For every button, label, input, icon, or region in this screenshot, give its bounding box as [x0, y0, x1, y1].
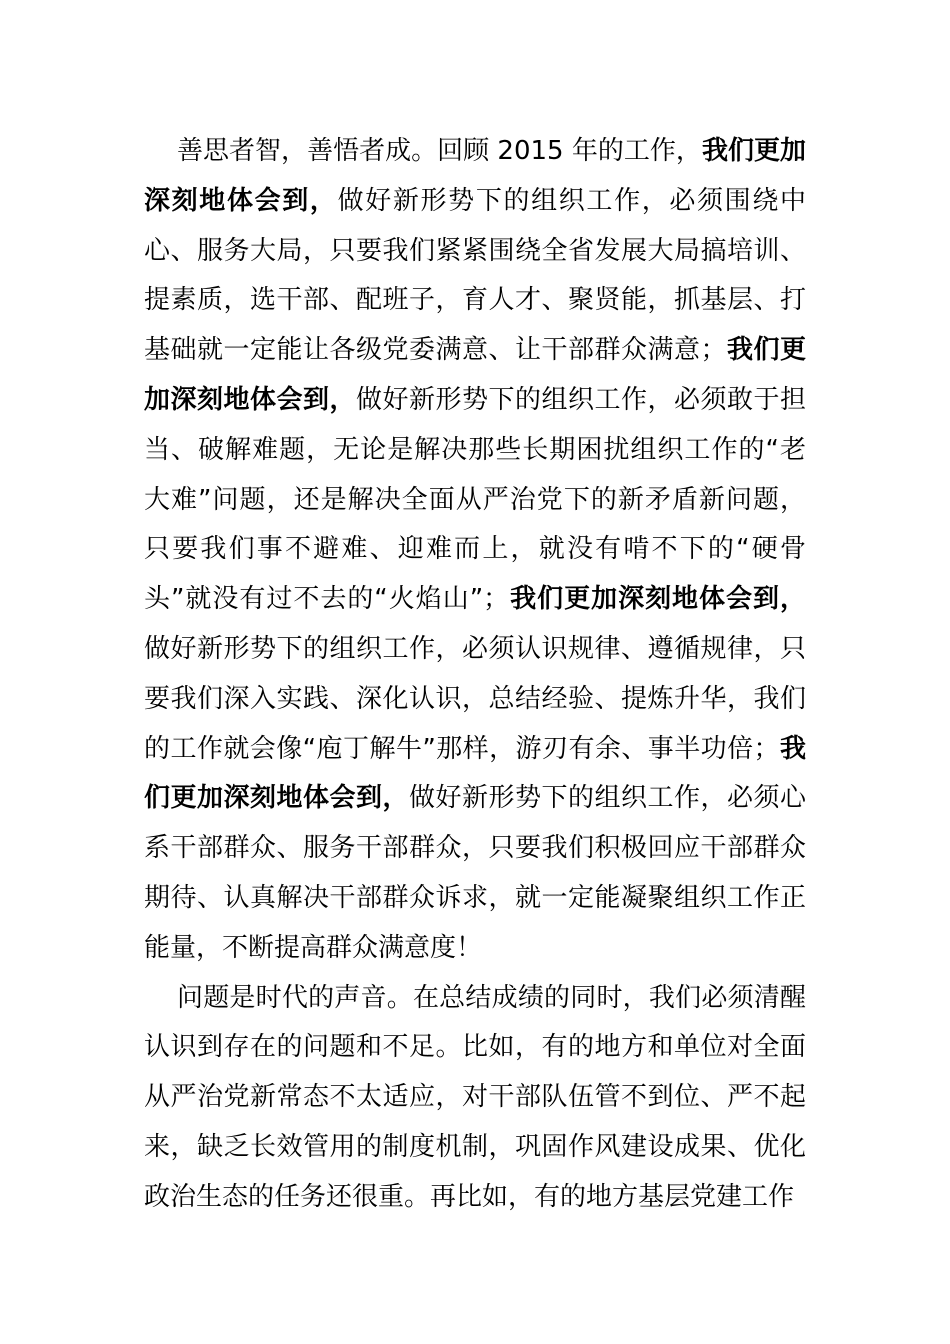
text-segment: 问题是时代的声音。在总结成绩的同时，我们必须清醒认识到存在的问题和不足。比如，有的地方和单位对全面从严治党新常态不太适应，对干部队伍管不到位、严不起来，缺乏长效管用的制度机制，巩固作风建设成果、优化政治生态的任务还很重。再比如，有的地方基层党建工作	[144, 982, 806, 1212]
paragraph-problems	[144, 974, 806, 1223]
paragraph-review-2015	[144, 127, 806, 974]
text-segment: 做好新形势下的组织工作，必须心系干部群众、服务干部群众，只要我们积极回应干部群众期待、认真解决干部群众诉求，就一定能凝聚组织工作正能量，不断提高群众满意度！	[144, 783, 806, 963]
text-segment: 做好新形势下的组织工作，必须敢于担当、破解难题，无论是解决那些长期困扰组织工作的“老大难”问题，还是解决全面从严治党下的新矛盾新问题，只要我们事不避难、迎难而上，就没有啃不下的“硬骨头”就没有过不去的“火焰山”；	[144, 384, 806, 615]
document-body	[144, 127, 806, 1223]
emphasis-segment: 我们更加深刻地体会到，	[144, 733, 806, 814]
text-segment: 做好新形势下的组织工作，必须围绕中心、服务大局，只要我们紧紧围绕全省发展大局搞培训、提素质，选干部、配班子，育人才、聚贤能，抓基层、打基础就一定能让各级党委满意、让干部群众满意；	[144, 185, 806, 366]
text-segment: 善思者智，善悟者成。回顾 2015 年的工作，	[177, 136, 702, 166]
emphasis-segment: 我们更加深刻地体会到，	[144, 136, 806, 216]
emphasis-segment: 我们更加深刻地体会到，	[509, 584, 806, 615]
emphasis-segment: 我们更加深刻地体会到，	[144, 335, 806, 415]
text-segment: 做好新形势下的组织工作，必须认识规律、遵循规律，只要我们深入实践、深化认识，总结经验、提炼升华，我们的工作就会像“庖丁解牛”那样，游刃有余、事半功倍；	[144, 633, 806, 764]
